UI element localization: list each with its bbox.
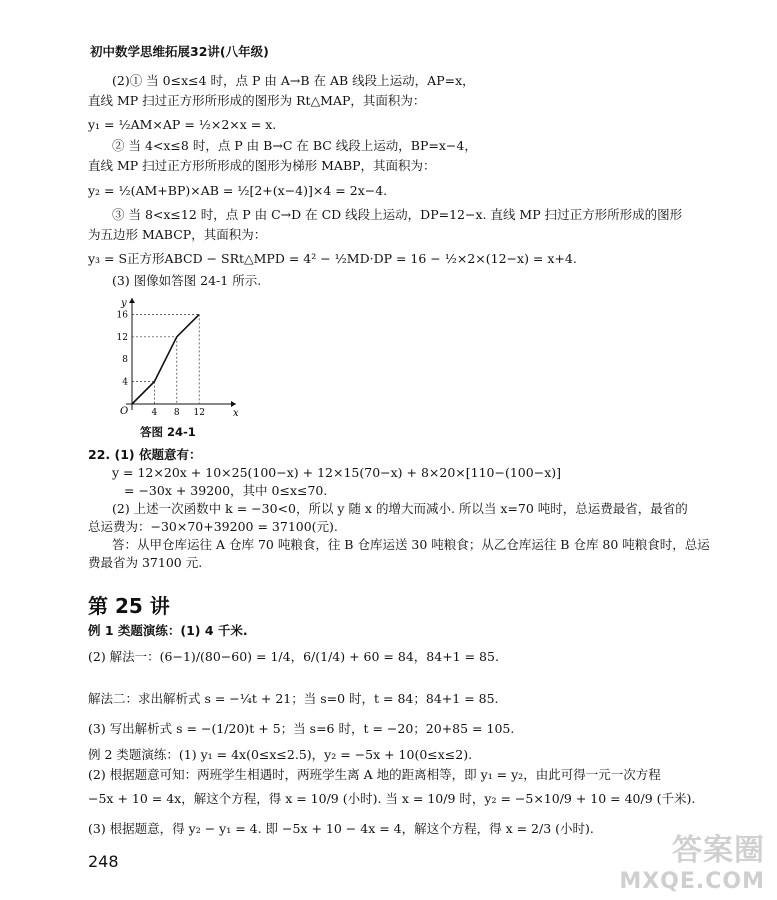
y-axis-label: y: [121, 298, 127, 309]
formula-line: = −30x + 39200，其中 0≤x≤70.: [124, 483, 328, 498]
function-graph: [132, 314, 199, 404]
formula-line: y₂ = ½(AM+BP)×AB = ½[2+(x−4)]×4 = 2x−4.: [88, 183, 388, 198]
page-header: 初中数学思维拓展32讲(八年级): [90, 44, 269, 59]
formula-line: 解法二：求出解析式 s = −¼t + 21；当 s=0 时，t = 84；84+1 = 85.: [88, 691, 499, 706]
text-line: (3) 图像如答图 24-1 所示.: [112, 273, 262, 288]
watermark: [619, 825, 765, 894]
formula-line: −5x + 10 = 4x，解这个方程，得 x = 10/9 (小时). 当 x = 10/9 时，y₂ = −5×10/9 + 10 = 40/9 (千米).: [88, 791, 696, 806]
text-line: 直线 MP 扫过正方形所形成的图形为梯形 MABP，其面积为：: [88, 158, 436, 173]
x-axis-arrow: [231, 401, 236, 407]
text-line: (2)① 当 0≤x≤4 时，点 P 由 A→B 在 AB 线段上运动，AP=x，: [112, 73, 475, 88]
x-tick-label: 8: [173, 408, 180, 418]
origin-label: O: [120, 406, 129, 417]
graph-figure: [112, 292, 242, 422]
watermark-en: MXQE.COM: [619, 869, 765, 894]
text-line: 22. (1) 依题意有：: [88, 447, 202, 462]
y-axis-arrow: [129, 298, 135, 303]
y-tick-label: 4: [122, 377, 128, 388]
figure-caption: 答图 24-1: [140, 425, 196, 439]
text-line: 费最省为 37100 元.: [88, 555, 203, 570]
text-line: 例 1 类题演练：(1) 4 千米.: [88, 623, 248, 638]
formula-line: (3) 写出解析式 s = −(1/20)t + 5；当 s=6 时，t = −20；20+85 = 105.: [88, 721, 515, 736]
watermark-cn: 答案圈: [672, 833, 765, 868]
formula-line: (2) 解法一：(6−1)/(80−60) = 1/4，6/(1/4) + 60 = 84，84+1 = 85.: [88, 649, 499, 664]
x-tick-label: 4: [151, 408, 158, 418]
formula-line: y = 12×20x + 10×25(100−x) + 12×15(70−x) + 8×20×[110−(100−x)]: [112, 465, 561, 480]
formula-line: y₃ = S正方形ABCD − SRt△MPD = 4² − ½MD·DP = 16 − ½×2×(12−x) = x+4.: [88, 251, 577, 266]
formula-line: (3) 根据题意，得 y₂ − y₁ = 4. 即 −5x + 10 − 4x = 4，解这个方程，得 x = 2/3 (小时).: [88, 821, 594, 836]
y-tick-label: 8: [122, 355, 128, 366]
text-line: (2) 根据题意可知：两班学生相遇时，两班学生离 A 地的距离相等，即 y₁ = y₂，由此可得一元一次方程: [88, 767, 661, 782]
x-axis-label: x: [233, 408, 239, 419]
formula-line: y₁ = ½AM×AP = ½×2×x = x.: [88, 117, 277, 132]
section-title: 第 25 讲: [88, 594, 170, 618]
text-line: ② 当 4<x≤8 时，点 P 由 B→C 在 BC 线段上运动，BP=x−4，: [112, 138, 477, 153]
y-tick-label: 12: [116, 332, 128, 343]
text-line: 总运费为：−30×70+39200 = 37100(元).: [88, 519, 338, 534]
text-line: 为五边形 MABCP，其面积为：: [88, 227, 267, 242]
question-number-line: [88, 446, 201, 464]
text-line: 答：从甲仓库运往 A 仓库 70 吨粮食，往 B 仓库运送 30 吨粮食；从乙仓库运往 B 仓库 80 吨粮食时，总运: [112, 537, 710, 552]
text-line: (2) 上述一次函数中 k = −30<0，所以 y 随 x 的增大而减小. 所以当 x=70 吨时，总运费最省，最省的: [112, 501, 688, 516]
page-number: 248: [88, 852, 119, 871]
y-tick-label: 16: [116, 310, 128, 321]
text-line: ③ 当 8<x≤12 时，点 P 由 C→D 在 CD 线段上运动，DP=12−x. 直线 MP 扫过正方形所形成的图形: [112, 207, 683, 222]
text-line: 例 2 类题演练：(1) y₁ = 4x(0≤x≤2.5)，y₂ = −5x + 10(0≤x≤2).: [88, 747, 473, 762]
x-tick-label: 12: [193, 408, 205, 418]
text-line: 直线 MP 扫过正方形所形成的图形为 Rt△MAP，其面积为：: [88, 93, 426, 108]
